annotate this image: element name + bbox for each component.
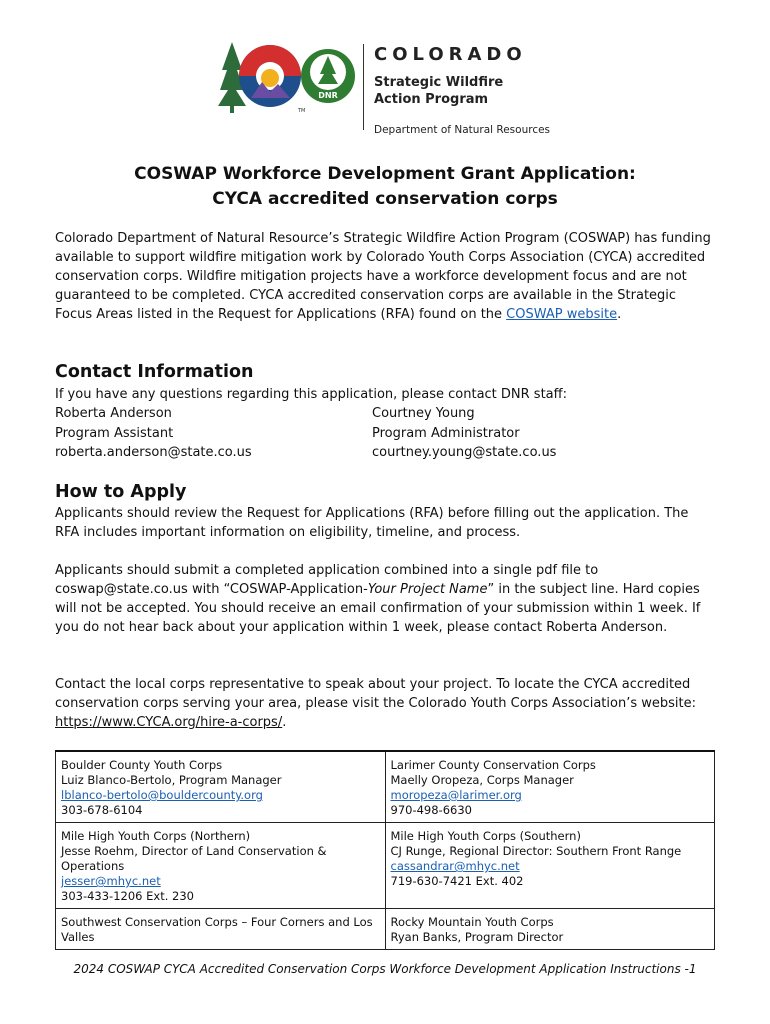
corps-person: Maelly Oropeza, Corps Manager (390, 773, 574, 787)
intro-end: . (617, 307, 622, 322)
table-row (56, 823, 715, 909)
corps-email-link[interactable]: moropeza@larimer.org (390, 788, 522, 802)
corps-phone: 719-630-7421 Ext. 402 (390, 874, 524, 888)
contact-role: Program Administrator (372, 425, 520, 441)
trademark-label: TM (298, 108, 306, 114)
corps-org: Boulder County Youth Corps (61, 758, 223, 772)
contact-role: Program Assistant (55, 425, 174, 441)
corps-org: Mile High Youth Corps (Northern) (61, 829, 251, 843)
corps-org: Larimer County Conservation Corps (390, 758, 596, 772)
coswap-website-link[interactable]: COSWAP website (506, 307, 618, 322)
contact-email[interactable]: courtney.young@state.co.us (372, 445, 557, 460)
intro-paragraph (55, 229, 715, 324)
document-title (0, 162, 770, 212)
title-line-2: CYCA accredited conservation corps (212, 189, 558, 209)
logo-divider (363, 44, 364, 130)
logo-department: Department of Natural Resources (374, 124, 551, 136)
apply-p3-a: Contact the local corps representative to speak about your project. To locate the CYCA accredited conservation corps serving your area, please visit the Colorado Youth Corps Association’s website: (55, 677, 696, 711)
apply-heading: How to Apply (55, 482, 187, 502)
corps-org: Mile High Youth Corps (Southern) (390, 829, 581, 843)
logo-program-line1: Strategic Wildfire (374, 75, 504, 90)
corps-cell-mhyc-northern (56, 823, 386, 909)
corps-org: Southwest Conservation Corps – Four Corners and Los Valles (61, 915, 373, 944)
corps-email-link[interactable]: cassandrar@mhyc.net (390, 859, 520, 873)
corps-person: Jesse Roehm, Director of Land Conservation & Operations (61, 844, 327, 873)
apply-paragraph-2 (55, 561, 715, 637)
corps-email-link[interactable]: jesser@mhyc.net (61, 874, 161, 888)
logo-text (374, 44, 564, 136)
corps-person: Ryan Banks, Program Director (390, 930, 564, 944)
contact-roberta (55, 404, 252, 463)
dnr-label: DNR (318, 91, 338, 100)
apply-p3-end: . (282, 715, 287, 730)
corps-org: Rocky Mountain Youth Corps (390, 915, 554, 929)
apply-p2-b: ” in the subject line. Hard copies will not be accepted. You should receive an email confirmation of your submission within 1 week. If you do not hear back about your application within 1 week, please contact Roberta Anderson. (55, 582, 701, 635)
logo-program (374, 74, 564, 108)
logo-program-line2: Action Program (374, 92, 489, 107)
contact-name: Courtney Young (372, 406, 475, 421)
logo-colorado: COLORADO (374, 44, 527, 65)
apply-paragraph-1: Applicants should review the Request for Applications (RFA) before filling out the application. The RFA includes important information on eligibility, timeline, and process. (55, 506, 689, 540)
apply-p2-a: Applicants should submit a completed application combined into a single pdf file to coswap@state.co.us with “COSWAP-Application- (55, 563, 599, 597)
header-logo (218, 40, 558, 135)
corps-person: Luiz Blanco-Bertolo, Program Manager (61, 773, 282, 787)
corps-cell-mhyc-southern (385, 823, 715, 909)
corps-phone: 303-433-1206 Ext. 230 (61, 889, 194, 903)
table-row (56, 909, 715, 950)
intro-text: Colorado Department of Natural Resource’s Strategic Wildfire Action Program (COSWAP) has funding available to support wildfire mitigation work by Colorado Youth Corps Association (CYCA) accredited conservation corps. Wildfire mitigation projects have a workforce development focus and are not guaranteed to be completed. CYCA accredited conservation corps are available in the Strategic Focus Areas listed in the Request for Applications (RFA) found on the (55, 231, 711, 322)
contact-courtney (372, 404, 556, 463)
corps-cell-southwest (56, 909, 386, 950)
colorado-logo-icon (218, 40, 358, 115)
corps-cell-rocky-mountain (385, 909, 715, 950)
contact-heading: Contact Information (55, 362, 254, 382)
corps-email-link[interactable]: lblanco-bertolo@bouldercounty.org (61, 788, 263, 802)
page-footer: 2024 COSWAP CYCA Accredited Conservation Corps Workforce Development Application Instructions -1 (73, 962, 697, 976)
corps-person: CJ Runge, Regional Director: Southern Front Range (390, 844, 682, 858)
corps-cell-larimer (385, 751, 715, 823)
corps-phone: 970-498-6630 (390, 803, 472, 817)
apply-p2-italic: Your Project Name (367, 582, 488, 597)
contact-name: Roberta Anderson (55, 406, 172, 421)
contact-intro: If you have any questions regarding this application, please contact DNR staff: (55, 387, 567, 402)
title-line-1: COSWAP Workforce Development Grant Application: (134, 164, 636, 184)
corps-cell-boulder (56, 751, 386, 823)
corps-phone: 303-678-6104 (61, 803, 143, 817)
table-row (56, 751, 715, 823)
cyca-website-link[interactable]: https://www.CYCA.org/hire-a-corps/ (55, 715, 283, 730)
contact-email[interactable]: roberta.anderson@state.co.us (55, 445, 252, 460)
apply-paragraph-3 (55, 675, 715, 732)
corps-contacts-table (55, 750, 715, 950)
